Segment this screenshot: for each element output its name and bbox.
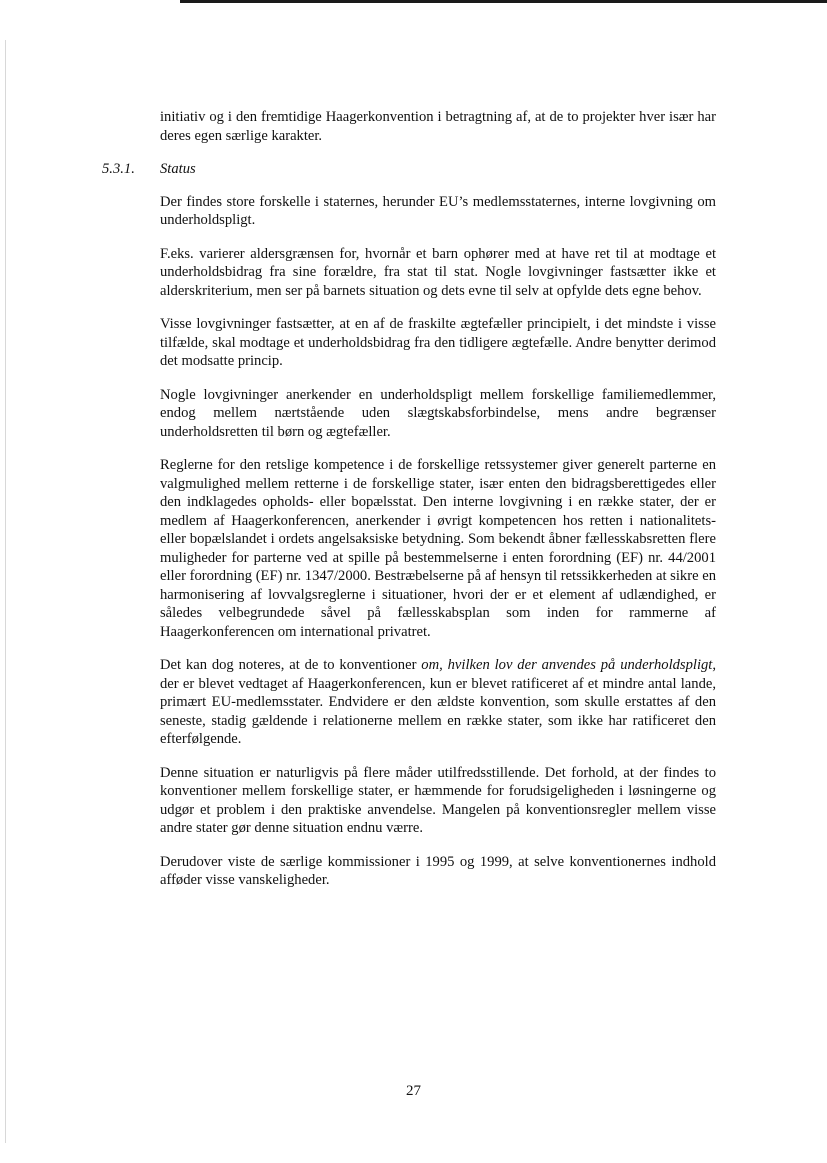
paragraph-6-italic: om, hvilken lov der anvendes på underholdspligt,	[421, 657, 717, 673]
paragraph-7: Denne situation er naturligvis på flere måder utilfredsstillende. Det forhold, at der findes to konventioner mellem forskellige stater, er hæmmende for forudsigeligheden i løsningerne og udgør et problem i den praktiske anvendelse. Mangelen på konventionsregler mellem visse andre stater gør denne situation endnu værre.	[160, 764, 716, 836]
paragraph-5: Reglerne for den retslige kompetence i de forskellige retssystemer giver generelt parterne en valgmulighed mellem retterne i de forskellige stater, især enten den bidragsberettigedes eller den indklagedes opholds- eller bopælsstat. Den interne lovgivning i en række stater, der er medlem af Haagerkonferencen, anerkender i øvrigt kompetencen hos retten i nationalitets- eller bopælslandet i ordets angelsaksiske betydning. Som bekendt åbner fællesskabsretten flere muligheder for parterne ved at spille på bestemmelserne i enten forordning (EF) nr. 44/2001 eller forordning (EF) nr. 1347/2000. Bestræbelserne på af hensyn til retssikkerheden at sikre en harmonisering af lovvalgsreglerne i situationer, hvori der er et element af udlændighed, er således velbegrundede såvel på fællesskabsplan som inden for rammerne af Haagerkonferencen om international privatret.	[160, 457, 716, 640]
paragraph-2: F.eks. varierer aldersgrænsen for, hvornår et barn ophører med at have ret til at modtage et underholdsbidrag fra sine forældre, fra stat til stat. Nogle lovgivninger fastsætter ikke et alderskriterium, men ser på barnets situation og dets evne til selv at opfylde dets egne behov.	[160, 245, 716, 299]
section-heading	[102, 160, 716, 179]
document-body	[102, 108, 717, 905]
paragraph-6-start: Det kan dog noteres, at de to konventioner	[160, 657, 422, 673]
paragraph-3: Visse lovgivninger fastsætter, at en af de fraskilte ægtefæller principielt, i det mindste i visse tilfælde, skal modtage et underholdsbidrag fra den tidligere ægtefælle. Andre benytter derimod det modsatte princip.	[160, 316, 716, 369]
paragraph-8: Derudover viste de særlige kommissioner i 1995 og 1999, at selve konventionernes indhold afføder visse vanskeligheder.	[160, 853, 716, 888]
paragraph-4: Nogle lovgivninger anerkender en underholdspligt mellem forskellige familiemedlemmer, endog mellem nærtstående uden slægtskabsforbindelse, mens andre begrænser underholdsretten til børn og ægtefæller.	[160, 386, 716, 440]
paragraph-6	[160, 656, 716, 749]
page-number: 27	[406, 1083, 421, 1099]
paragraph-1: Der findes store forskelle i staternes, herunder EU’s medlemsstaternes, interne lovgivning om underholdspligt.	[160, 193, 716, 228]
section-number: 5.3.1.	[102, 161, 135, 177]
section-title: Status	[160, 161, 196, 177]
scan-edge	[5, 40, 6, 1143]
paragraph-continuation: initiativ og i den fremtidige Haagerkonvention i betragtning af, at de to projekter hver især har deres egen særlige karakter.	[160, 109, 716, 144]
paragraph-6-end: der er blevet vedtaget af Haagerkonferencen, kun er blevet ratificeret af et mindre antal lande, primært EU-medlemsstater. Endvidere er den ældste konvention, som skulle erstattes af den seneste, stadig gældende i relationerne mellem en række stater, som ikke har ratificeret den efterfølgende.	[160, 675, 716, 747]
top-rule	[180, 0, 827, 3]
